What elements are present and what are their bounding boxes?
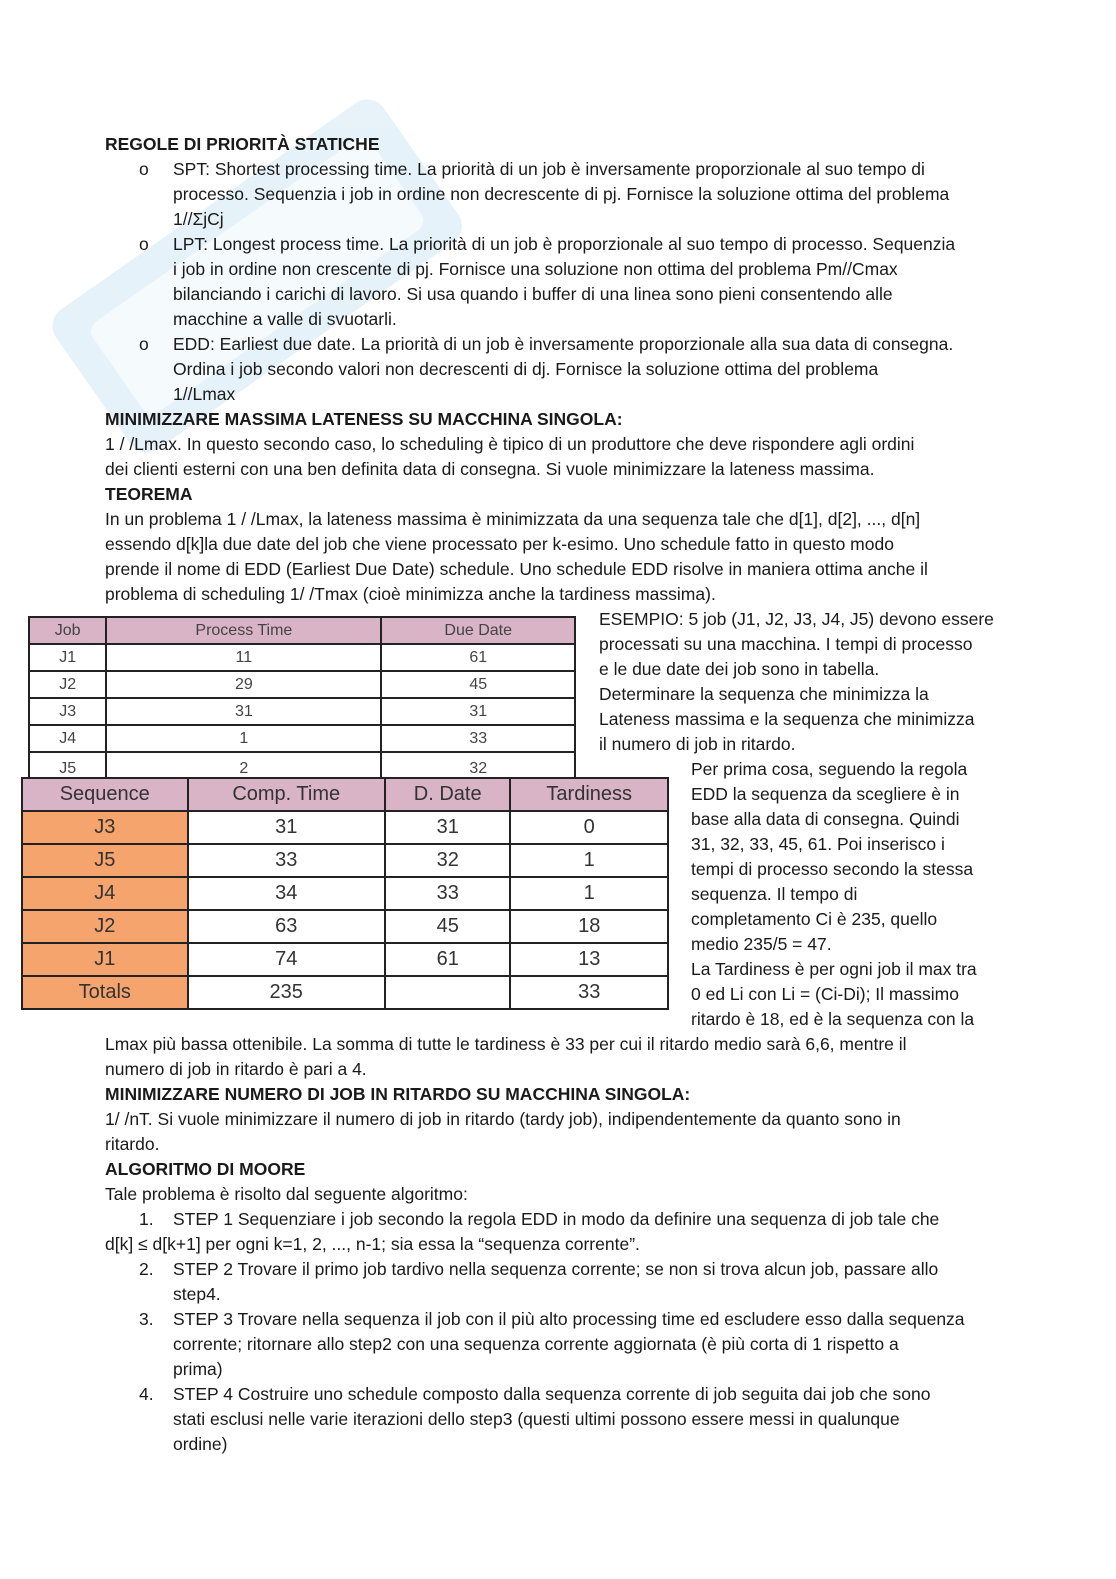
table-cell: 29 (106, 671, 381, 698)
example-line: processati su una macchina. I tempi di processo (599, 634, 973, 654)
table-cell: J3 (22, 811, 188, 844)
table-cell: 1 (510, 844, 668, 877)
heading-static-rules: REGOLE DI PRIORITÀ STATICHE (105, 134, 380, 154)
step-line: STEP 3 Trovare nella sequenza il job con il più alto processing time ed escludere esso dalla sequenza (173, 1309, 965, 1329)
table-cell: 31 (381, 698, 575, 725)
moore-intro: Tale problema è risolto dal seguente algoritmo: (105, 1184, 468, 1204)
column-header: Sequence (22, 778, 188, 811)
edd-line: tempi di processo secondo la stessa (691, 859, 974, 879)
bullet-marker: o (139, 334, 149, 354)
table-cell: 1 (510, 877, 668, 910)
step-line: STEP 2 Trovare il primo job tardivo nella sequenza corrente; se non si trova alcun job, passare allo (173, 1259, 939, 1279)
step-line: prima) (173, 1359, 223, 1379)
table-cell: 61 (381, 644, 575, 671)
table-cell: 2 (106, 752, 381, 778)
table-cell: 11 (106, 644, 381, 671)
bullet-lpt-line: LPT: Longest process time. La priorità di un job è proporzionale al suo tempo di processo. Sequenzia (173, 234, 956, 254)
heading-teorema: TEOREMA (105, 484, 193, 504)
step-number: 3. (139, 1309, 154, 1329)
bullet-spt-line: SPT: Shortest processing time. La priorità di un job è inversamente proporzionale al suo tempo di (173, 159, 925, 179)
teorema-text-line: prende il nome di EDD (Earliest Due Date) schedule. Uno schedule EDD risolve in maniera ottima anche il (105, 559, 928, 579)
teorema-text-line: problema di scheduling 1/ /Tmax (cioè minimizza anche la tardiness massima). (105, 584, 716, 604)
table-cell: J4 (29, 725, 106, 752)
edd-line: 31, 32, 33, 45, 61. Poi inserisco i (691, 834, 945, 854)
edd-line: base alla data di consegna. Quindi (691, 809, 960, 829)
table-cell: Totals (22, 976, 188, 1009)
example-line: ESEMPIO: 5 job (J1, J2, J3, J4, J5) devono essere (599, 609, 994, 629)
bullet-marker: o (139, 159, 149, 179)
table-cell (385, 976, 511, 1009)
example-line: Determinare la sequenza che minimizza la (599, 684, 929, 704)
table-cell: J5 (22, 844, 188, 877)
step-number: 2. (139, 1259, 154, 1279)
job-table (28, 616, 576, 778)
bullet-edd-line: EDD: Earliest due date. La priorità di un job è inversamente proporzionale alla sua data di consegna. (173, 334, 954, 354)
lateness-text-line: 1 / /Lmax. In questo secondo caso, lo scheduling è tipico di un produttore che deve rispondere agli ordini (105, 434, 915, 454)
table-cell: 45 (381, 671, 575, 698)
bullet-spt-line: processo. Sequenzia i job in ordine non decrescente di pj. Fornisce la soluzione ottima del problema (173, 184, 950, 204)
table-row (29, 671, 575, 698)
table-cell: 32 (381, 752, 575, 778)
table-cell: 32 (385, 844, 511, 877)
tardy-text-line: ritardo. (105, 1134, 160, 1154)
example-line: il numero di job in ritardo. (599, 734, 796, 754)
table-row (22, 910, 668, 943)
edd-line: ritardo è 18, ed è la sequenza con la (691, 1009, 975, 1029)
bullet-marker: o (139, 234, 149, 254)
table-cell: J4 (22, 877, 188, 910)
table-cell: J5 (29, 752, 106, 778)
edd-line: 0 ed Li con Li = (Ci-Di); Il massimo (691, 984, 959, 1004)
edd-line: completamento Ci è 235, quello (691, 909, 938, 929)
table-cell: 13 (510, 943, 668, 976)
table-cell: 0 (510, 811, 668, 844)
table-cell: J1 (29, 644, 106, 671)
step-number: 1. (139, 1209, 154, 1229)
table-cell: 63 (188, 910, 385, 943)
table-row (22, 943, 668, 976)
column-header: Process Time (106, 617, 381, 644)
table-cell: J3 (29, 698, 106, 725)
edd-line: La Tardiness è per ogni job il max tra (691, 959, 977, 979)
table-cell: 45 (385, 910, 511, 943)
table-cell: 33 (385, 877, 511, 910)
step-line: step4. (173, 1284, 221, 1304)
bullet-lpt-line: i job in ordine non crescente di pj. Fornisce una soluzione non ottima del problema Pm//Cmax (173, 259, 898, 279)
table-cell: J2 (29, 671, 106, 698)
table-header-row (29, 617, 575, 644)
table-cell: 31 (106, 698, 381, 725)
table-header-row (22, 778, 668, 811)
edd-line: Per prima cosa, seguendo la regola (691, 759, 968, 779)
edd-line: sequenza. Il tempo di (691, 884, 858, 904)
edd-line: medio 235/5 = 47. (691, 934, 832, 954)
table-row (22, 811, 668, 844)
bullet-lpt-line: bilanciando i carichi di lavoro. Si usa quando i buffer di una linea sono pieni consentendo alle (173, 284, 893, 304)
column-header: Comp. Time (188, 778, 385, 811)
edd-line: EDD la sequenza da scegliere è in (691, 784, 960, 804)
step-line: d[k] ≤ d[k+1] per ogni k=1, 2, ..., n-1; sia essa la “sequenza corrente”. (105, 1234, 640, 1254)
table-cell: 61 (385, 943, 511, 976)
step-line: STEP 1 Sequenziare i job secondo la regola EDD in modo da definire una sequenza di job tale che (173, 1209, 940, 1229)
table-cell: J2 (22, 910, 188, 943)
table-cell: 33 (510, 976, 668, 1009)
table-cell: 31 (385, 811, 511, 844)
table-cell: 1 (106, 725, 381, 752)
edd-line-cont: Lmax più bassa ottenibile. La somma di tutte le tardiness è 33 per cui il ritardo medio sarà 6,6, mentre il (105, 1034, 907, 1054)
tardy-text-line: 1/ /nT. Si vuole minimizzare il numero di job in ritardo (tardy job), indipendentemente da quanto sono in (105, 1109, 901, 1129)
bullet-edd-line: 1//Lmax (173, 384, 236, 404)
heading-moore: ALGORITMO DI MOORE (105, 1159, 306, 1179)
bullet-edd-line: Ordina i job secondo valori non decrescenti di dj. Fornisce la soluzione ottima del problema (173, 359, 879, 379)
column-header: Tardiness (510, 778, 668, 811)
step-line: STEP 4 Costruire uno schedule composto dalla sequenza corrente di job seguita dai job che sono (173, 1384, 931, 1404)
step-line: stati esclusi nelle varie iterazioni dello step3 (questi ultimi possono essere messi in qualunque (173, 1409, 900, 1429)
lateness-text-line: dei clienti esterni con una ben definita data di consegna. Si vuole minimizzare la lateness massima. (105, 459, 875, 479)
column-header: Job (29, 617, 106, 644)
step-number: 4. (139, 1384, 154, 1404)
edd-line-cont: numero di job in ritardo è pari a 4. (105, 1059, 367, 1079)
bullet-spt-line: 1//ΣjCj (173, 209, 224, 229)
table-cell: 33 (381, 725, 575, 752)
column-header: Due Date (381, 617, 575, 644)
table-cell: 34 (188, 877, 385, 910)
table-cell: J1 (22, 943, 188, 976)
step-line: corrente; ritornare allo step2 con una sequenza corrente aggiornata (è più corta di 1 rispetto a (173, 1334, 899, 1354)
table-cell: 74 (188, 943, 385, 976)
column-header: D. Date (385, 778, 511, 811)
heading-lateness: MINIMIZZARE MASSIMA LATENESS SU MACCHINA SINGOLA: (105, 409, 623, 429)
table-row (29, 644, 575, 671)
table-row (29, 698, 575, 725)
example-line: Lateness massima e la sequenza che minimizza (599, 709, 975, 729)
table-row (29, 752, 575, 778)
table-row (22, 844, 668, 877)
sequence-table (21, 777, 669, 1010)
table-cell: 18 (510, 910, 668, 943)
table-cell: 31 (188, 811, 385, 844)
table-row (22, 877, 668, 910)
step-line: ordine) (173, 1434, 228, 1454)
example-line: e le due date dei job sono in tabella. (599, 659, 880, 679)
teorema-text-line: essendo d[k]la due date del job che viene processato per k-esimo. Uno schedule fatto in questo modo (105, 534, 894, 554)
table-totals-row (22, 976, 668, 1009)
job-table-container (28, 616, 580, 778)
table-cell: 235 (188, 976, 385, 1009)
bullet-lpt-line: macchine a valle di svuotarli. (173, 309, 397, 329)
table-cell: 33 (188, 844, 385, 877)
heading-tardy: MINIMIZZARE NUMERO DI JOB IN RITARDO SU MACCHINA SINGOLA: (105, 1084, 691, 1104)
teorema-text-line: In un problema 1 / /Lmax, la lateness massima è minimizzata da una sequenza tale che d[1], d[2], ..., d[n] (105, 509, 921, 529)
table-row (29, 725, 575, 752)
